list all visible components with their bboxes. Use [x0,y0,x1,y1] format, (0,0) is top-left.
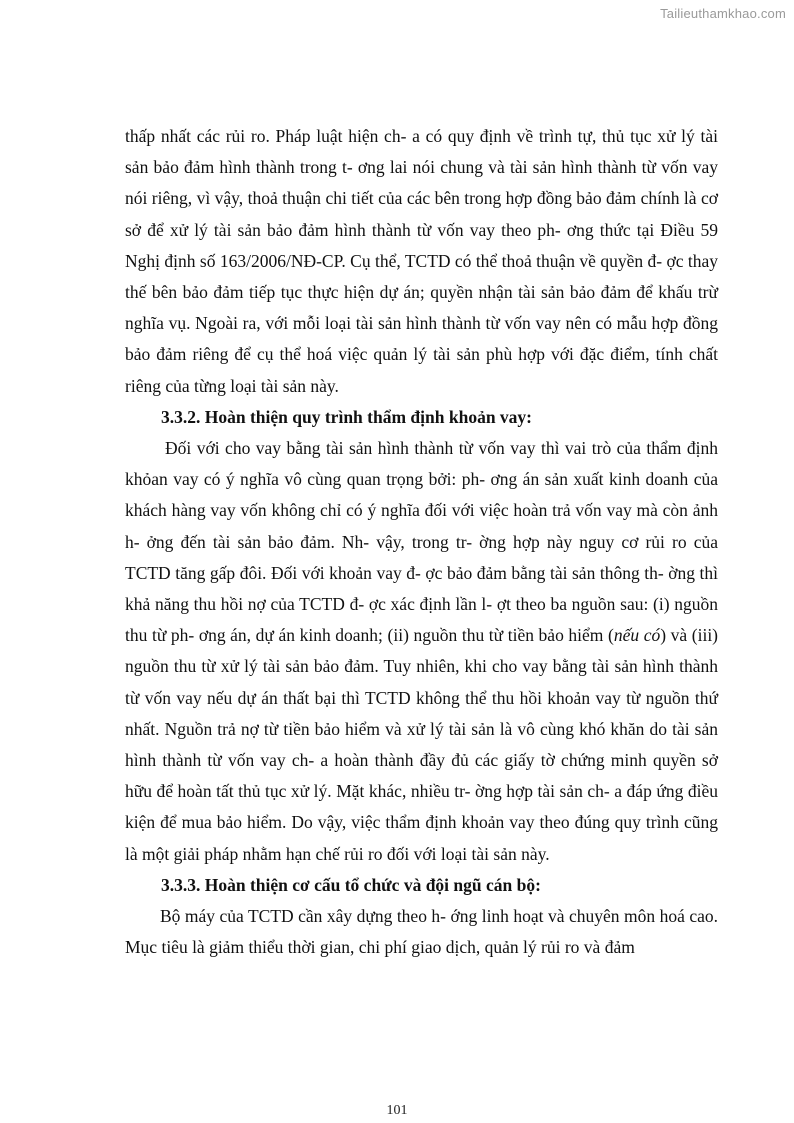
page-number: 101 [386,1103,408,1118]
paragraph-loan-appraisal-part1: Đối với cho vay bằng tài sản hình thành từ vốn vay thì vai trò của thẩm định khỏan vay có ý nghĩa vô cùng quan trọng bởi: ph- ơng án sản xuất kinh doanh của khách hàng vay vốn không chỉ có ý nghĩa đối với việc hoàn trả vốn vay mà còn ảnh h- ởng đến tài sản bảo đảm. Nh- vậy, trong tr- ờng hợp này nguy cơ rủi ro của TCTD tăng gấp đôi. Đối với khoản vay đ- ợc bảo đảm bằng tài sản thông th- ờng thì khả năng thu hồi nợ của TCTD đ- ợc xác định lần l- ợt theo ba nguồn sau: (i) nguồn thu từ ph- ơng án, dự án kinh doanh; (ii) nguồn thu từ tiền bảo hiểm ( [125,438,718,646]
paragraph-loan-appraisal-italic: nếu có [613,625,661,646]
document-body [125,121,718,963]
paragraph-loan-appraisal-part2: ) và (iii) nguồn thu từ xử lý tài sản bảo đảm. Tuy nhiên, khi cho vay bằng tài sản hình thành từ vốn vay nếu dự án thất bại thì TCTD không thể thu hồi khoản vay từ nguồn thứ nhất. Nguồn trả nợ từ tiền bảo hiểm và xử lý tài sản là vô cùng khó khăn do tài sản hình thành từ vốn vay ch- a hoàn thành đầy đủ các giấy tờ chứng minh quyền sở hữu để hoàn tất thủ tục xử lý. Mặt khác, nhiều tr- ờng hợp tài sản ch- a đáp ứng điều kiện để mua bảo hiểm. Do vậy, việc thẩm định khoản vay theo đúng quy trình cũng là một giải pháp nhằm hạn chế rủi ro đối với loại tài sản này. [125,625,719,864]
section-heading-3-3-2: 3.3.2. Hoàn thiện quy trình thẩm định khoản vay: [161,406,533,427]
section-heading-3-3-3: 3.3.3. Hoàn thiện cơ cấu tổ chức và đội ngũ cán bộ: [161,874,541,895]
paragraph-loan-appraisal [125,433,718,870]
paragraph-organization: Bộ máy của TCTD cần xây dựng theo h- ớng linh hoạt và chuyên môn hoá cao. Mục tiêu là giảm thiểu thời gian, chi phí giao dịch, quản lý rủi ro và đảm [125,906,718,958]
watermark-text: Tailieuthamkhao.com [660,6,786,21]
paragraph-intro: thấp nhất các rủi ro. Pháp luật hiện ch- a có quy định về trình tự, thủ tục xử lý tài sản bảo đảm hình thành trong t- ơng lai nói chung và tài sản hình thành từ vốn vay nói riêng, vì vậy, thoả thuận chi tiết của các bên trong hợp đồng bảo đảm chính là cơ sở để xử lý tài sản bảo đảm hình thành từ vốn vay theo ph- ơng thức tại Điều 59 Nghị định số 163/2006/NĐ-CP. Cụ thể, TCTD có thể thoả thuận về quyền đ- ợc thay thế bên bảo đảm tiếp tục thực hiện dự án; quyền nhận tài sản bảo đảm để khấu trừ nghĩa vụ. Ngoài ra, với mỗi loại tài sản hình thành từ vốn vay nên có mẫu hợp đồng bảo đảm riêng để cụ thể hoá việc quản lý tài sản phù hợp với đặc điểm, tính chất riêng của từng loại tài sản này. [125,126,718,396]
